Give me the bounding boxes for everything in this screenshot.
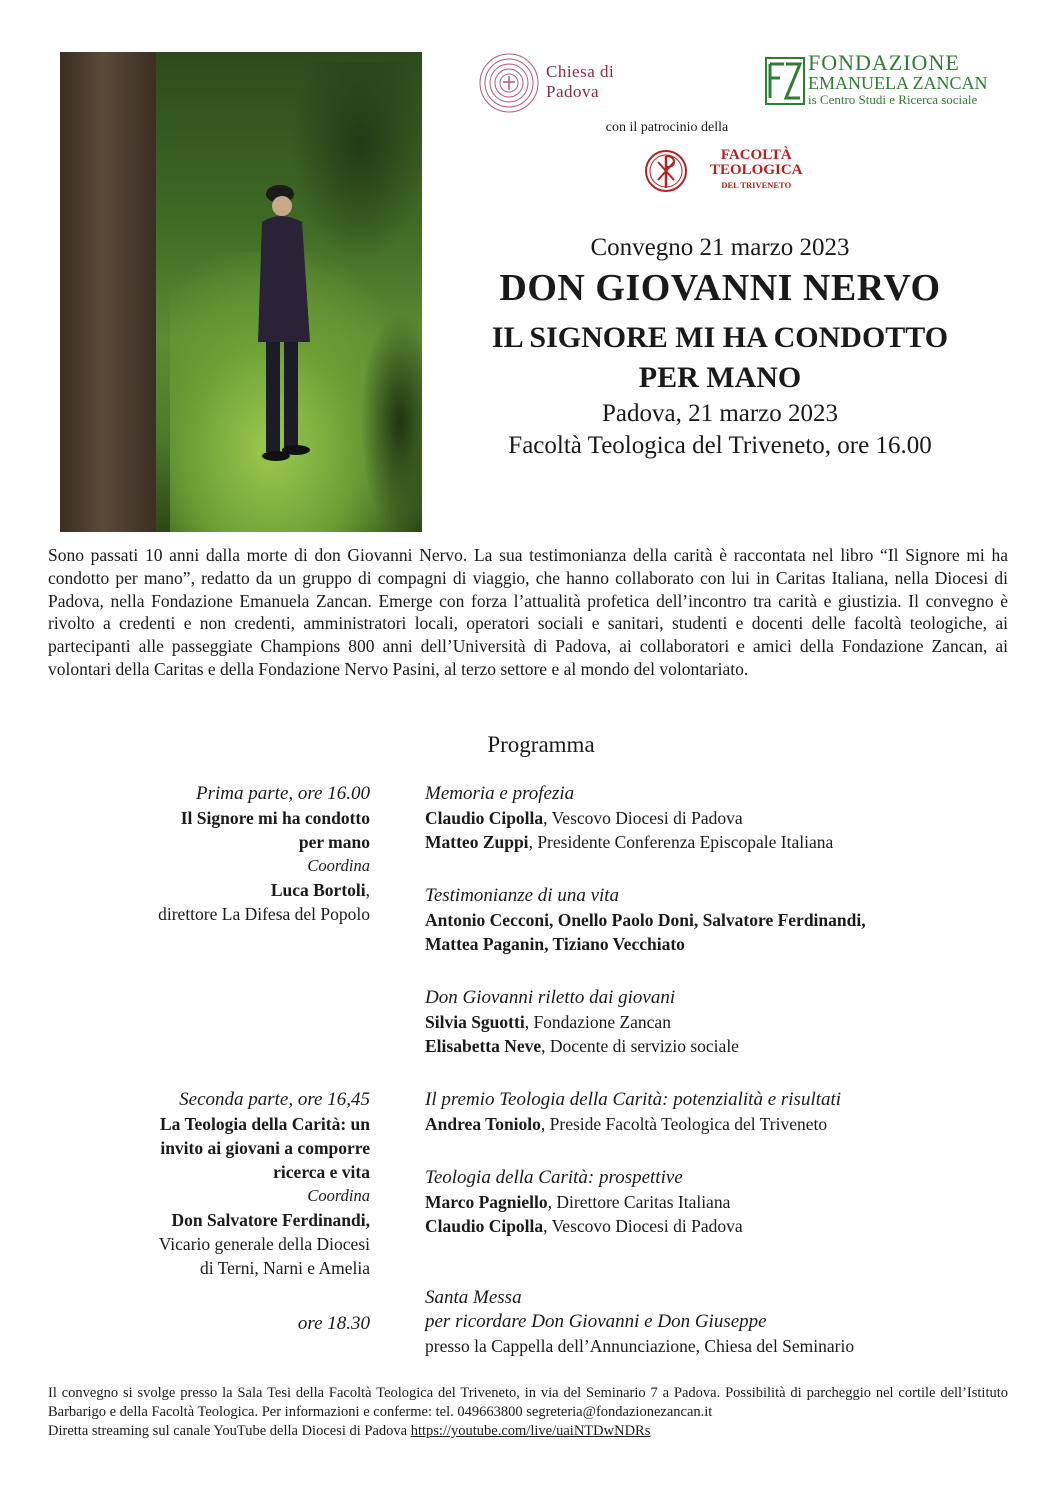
session-testimonianze: Testimonianze di una vita Antonio Cecconi, Onello Paolo Doni, Salvatore Ferdinandi, Mattea Paganin, Tiziano Vecchiato bbox=[425, 885, 866, 954]
event-place: Padova, 21 marzo 2023 Facoltà Teologica del Triveneto, ore 16.00 bbox=[508, 400, 932, 459]
session-premio: Il premio Teologia della Carità: potenzialità e risultati Andrea Toniolo, Preside Facoltà Teologica del Triveneto bbox=[425, 1089, 842, 1134]
event-subtitle: IL SIGNORE MI HA CONDOTTO PER MANO bbox=[491, 321, 949, 394]
person-figure bbox=[250, 182, 320, 462]
facolta-logo-text: FACOLTÀ TEOLOGICA DEL TRIVENETO bbox=[710, 147, 803, 190]
part-two-block: Seconda parte, ore 16,45 La Teologia della Carità: un invito ai giovani a comporre ricerca e vita Coordina Don Salvatore Ferdinandi, Vicario generale della Diocesi di Terni, Narni e Amelia bbox=[158, 1089, 370, 1278]
session-santa-messa: Santa Messa per ricordare Don Giovanni e Don Giuseppe presso la Cappella dell’Annunciazione, Chiesa del Seminario bbox=[425, 1287, 855, 1356]
event-date: Convegno 21 marzo 2023 bbox=[590, 234, 850, 261]
event-title: DON GIOVANNI NERVO bbox=[499, 267, 941, 309]
patronage-text: con il patrocinio della bbox=[605, 120, 729, 135]
programma-heading: Programma bbox=[487, 732, 595, 757]
mass-time: ore 18.30 bbox=[297, 1313, 370, 1334]
footer-info: Il convegno si svolge presso la Sala Tesi della Facoltà Teologica del Triveneto, in via del Seminario 7 a Padova. Possibilità di parcheggio nel cortile dell’Istituto Barbarigo e della Facoltà Teologica. Per informazioni e conferme: tel. 049663800 segreteria@fondazionezancan.it Diretta streaming sul canale YouTube della Diocesi di Padova https://youtube.com/live/uaiNTDwNDRs bbox=[48, 1385, 1008, 1439]
zancan-logo-text: FONDAZIONE EMANUELA ZANCAN is Centro Studi e Ricerca sociale bbox=[808, 50, 988, 107]
part-one-block: Prima parte, ore 16.00 Il Signore mi ha condotto per mano Coordina Luca Bortoli, direttore La Difesa del Popolo bbox=[158, 783, 370, 924]
chiesa-logo-text: Chiesa di Padova bbox=[546, 62, 615, 101]
intro-paragraph: Sono passati 10 anni dalla morte di don Giovanni Nervo. La sua testimonianza della carità è raccontata nel libro “Il Signore mi ha condotto per mano”, redatto da un gruppo di compagni di viaggio, che hanno collaborato con lui in Caritas Italiana, nella Diocesi di Padova, nella Fondazione Emanuela Zancan. Emerge con forza l’attualità profetica dell’incontro tra carità e giustizia. Il convegno è rivolto a credenti e non credenti, amministratori locali, operatori sociali e sanitari, studenti e docenti delle facoltà teologiche, ai partecipanti alle passeggiate Champions 800 anni dell’Università di Padova, ai collaboratori e amici della Fondazione Zancan, ai volontari della Caritas e della Fondazione Nervo Pasini, al terzo settore e al mondo del volontariato. bbox=[48, 545, 1008, 679]
session-prospettive: Teologia della Carità: prospettive Marco Pagniello, Direttore Caritas Italiana Claudio Cipolla, Vescovo Diocesi di Padova bbox=[425, 1167, 743, 1236]
youtube-link[interactable]: https://youtube.com/live/uaiNTDwNDRs bbox=[410, 1423, 651, 1439]
session-memoria: Memoria e profezia Claudio Cipolla, Vescovo Diocesi di Padova Matteo Zuppi, Presidente Conferenza Episcopale Italiana bbox=[425, 783, 834, 852]
session-giovani: Don Giovanni riletto dai giovani Silvia Sguotti, Fondazione Zancan Elisabetta Neve, Docente di servizio sociale bbox=[425, 987, 739, 1056]
